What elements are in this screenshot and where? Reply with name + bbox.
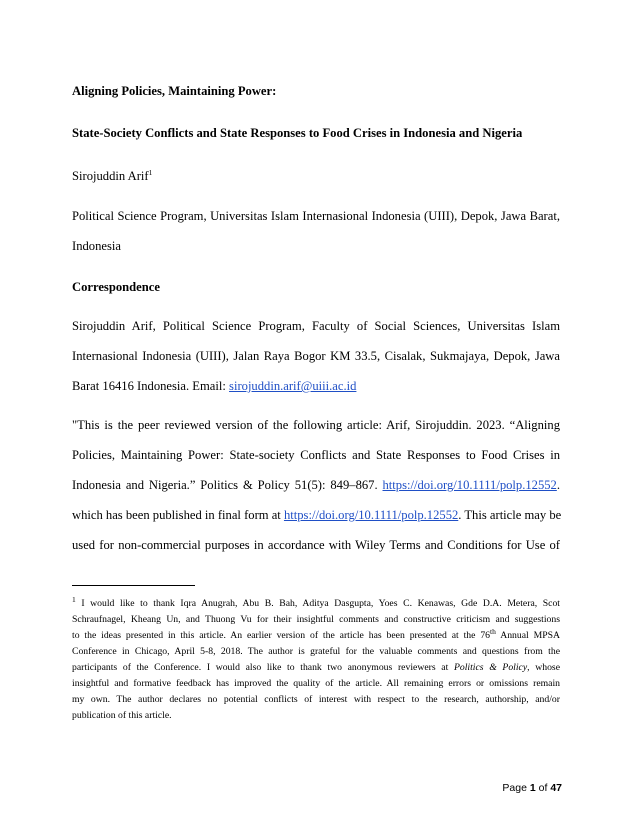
notice-line-1: "This is the peer reviewed version of the following article: Arif, Sirojuddin. 2023. “Aligning [72, 418, 560, 432]
total-pages: 47 [550, 782, 562, 794]
notice-line-5: used for non-commercial purposes in accordance with Wiley Terms and Conditions for Use of [72, 538, 560, 552]
notice-line-4-end: . This article may be [458, 508, 562, 522]
footnote-line-5-end: , whose [527, 662, 560, 673]
author-name: Sirojuddin Arif [72, 169, 149, 183]
ordinal-suffix: th [490, 626, 496, 636]
affiliation-line-1: Political Science Program, Universitas Islam Internasional Indonesia (UIII), Depok, Jawa Barat, [72, 209, 560, 223]
correspondence-line-2: Internasional Indonesia (UIII), Jalan Raya Bogor KM 33.5, Cisalak, Sukmajaya, Depok, Jawa [72, 349, 560, 363]
correspondence-block [72, 311, 560, 401]
correspondence-line-3-text: Barat 16416 Indonesia. Email: [72, 379, 230, 393]
footnote [72, 596, 560, 724]
footnote-line-3 [72, 628, 560, 644]
footnote-line-1 [72, 596, 560, 612]
correspondence-line-3 [72, 371, 560, 401]
footnote-line-2: Schraufnagel, Kheang Un, and Thuong Vu for their insightful comments and constructive criticism and suggestions [72, 614, 560, 625]
footnote-line-1-text: I would like to thank Iqra Anugrah, Abu B. Bah, Aditya Dasgupta, Yoes C. Kenawas, Gde D.A. Metera, Scot [75, 598, 560, 609]
notice-line-4-text: which has been published in final form at [72, 508, 284, 522]
footnote-line-8: publication of this article. [72, 710, 172, 721]
footnote-line-6: insightful and formative feedback has improved the quality of the article. All remaining errors or omissions remain [72, 678, 560, 689]
affiliation [72, 201, 560, 261]
notice-line-4 [72, 500, 560, 530]
notice-line-3 [72, 470, 560, 500]
notice-line-3-text: Indonesia and Nigeria.” Politics & Policy 51(5): 849–867. [72, 478, 383, 492]
footnote-line-4: Conference in Chicago, April 5-8, 2018. The author is grateful for the valuable comments and questions from the [72, 646, 560, 657]
title-line-2: State-Society Conflicts and State Responses to Food Crises in Indonesia and Nigeria [72, 126, 523, 140]
doi-link-1[interactable]: https://doi.org/10.1111/polp.12552 [382, 478, 557, 492]
footnote-marker: 1 [72, 594, 76, 604]
page-number [502, 782, 562, 794]
title-line-1: Aligning Policies, Maintaining Power: [72, 84, 277, 98]
author-footnote-marker[interactable]: 1 [148, 167, 153, 177]
footnote-separator [72, 585, 195, 586]
current-page: 1 [529, 782, 536, 794]
footnote-line-7: my own. The author declares no potential conflicts of interest with respect to the research, authorship, and/or [72, 694, 560, 705]
journal-name: Politics & Policy [453, 662, 528, 673]
author-line [72, 167, 560, 183]
notice-line-2: Policies, Maintaining Power: State-society Conflicts and State Responses to Food Crises in [72, 448, 560, 462]
email-link[interactable]: sirojuddin.arif@uiii.ac.id [229, 379, 357, 393]
footnote-line-3-text: to the ideas presented in this article. An earlier version of the article has been presented at the 76 [72, 630, 491, 641]
notice-line-3-end: . [556, 478, 560, 492]
footnote-line-5-text: participants of the Conference. I would also like to thank two anonymous reviewers at [72, 662, 454, 673]
page-label: Page [502, 782, 530, 794]
footnote-line-3-end: Annual MPSA [495, 630, 561, 641]
doi-link-2[interactable]: https://doi.org/10.1111/polp.12552 [283, 508, 459, 522]
page-of-label: of [535, 782, 551, 794]
footnote-line-5 [72, 660, 560, 676]
peer-review-notice [72, 410, 560, 560]
correspondence-line-1: Sirojuddin Arif, Political Science Program, Faculty of Social Sciences, Universitas Islam [72, 319, 560, 333]
affiliation-line-2: Indonesia [72, 239, 121, 253]
correspondence-heading: Correspondence [72, 280, 160, 294]
